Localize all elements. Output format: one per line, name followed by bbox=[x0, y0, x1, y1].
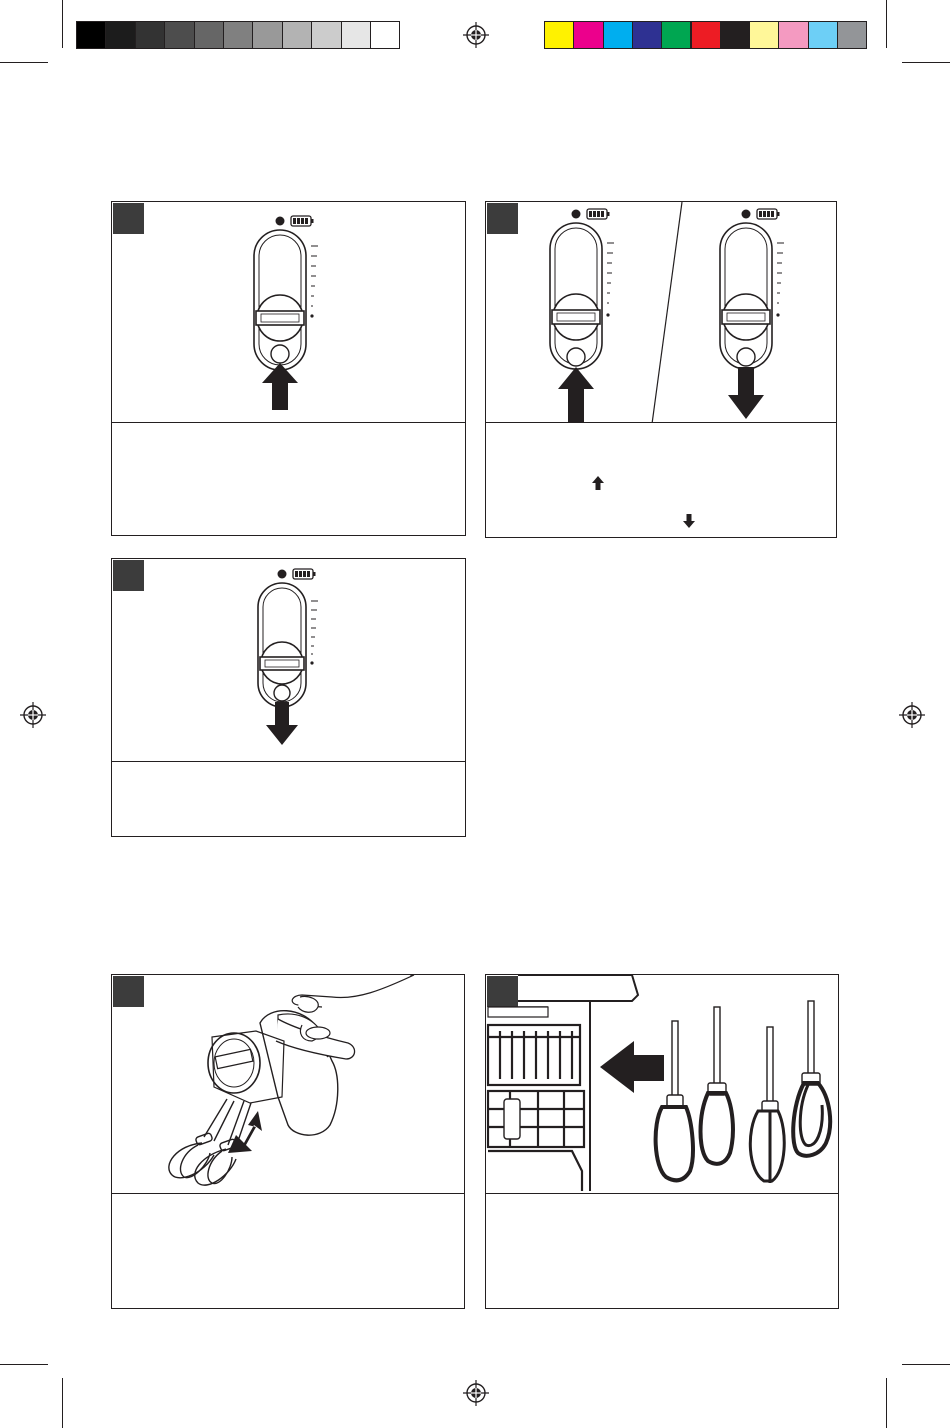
color-swatch bbox=[603, 21, 633, 49]
power-indicator-icon bbox=[276, 217, 285, 226]
power-indicator-icon bbox=[742, 210, 751, 219]
dishwasher-beaters-icon bbox=[486, 975, 838, 1193]
crop-mark bbox=[0, 62, 48, 63]
arrow-down-icon bbox=[266, 702, 298, 745]
figure-2-panel bbox=[485, 201, 837, 423]
registration-target-icon bbox=[463, 1380, 489, 1406]
color-swatch bbox=[135, 21, 165, 49]
divider-line bbox=[646, 202, 686, 424]
registration-target-icon bbox=[463, 22, 489, 48]
power-indicator-icon bbox=[278, 570, 287, 579]
step-badge bbox=[113, 560, 144, 591]
arrow-down-icon bbox=[728, 367, 764, 419]
crop-mark bbox=[62, 1378, 63, 1428]
color-swatch bbox=[749, 21, 779, 49]
figure-1-caption bbox=[111, 422, 466, 536]
registration-target-icon bbox=[899, 702, 925, 728]
color-swatch bbox=[370, 21, 400, 49]
arrow-up-icon bbox=[262, 363, 298, 410]
figure-5-caption bbox=[485, 1193, 839, 1309]
figure-4-panel bbox=[111, 974, 465, 1194]
color-swatch bbox=[341, 21, 371, 49]
color-swatch bbox=[778, 21, 808, 49]
battery-full-icon bbox=[757, 209, 780, 219]
step-badge bbox=[487, 203, 518, 234]
color-swatch bbox=[311, 21, 341, 49]
arrow-up-icon bbox=[592, 476, 604, 490]
color-swatch bbox=[808, 21, 838, 49]
figure-4-caption bbox=[111, 1193, 465, 1309]
color-swatch bbox=[691, 21, 721, 49]
arrow-left-icon bbox=[600, 1041, 664, 1093]
power-indicator-icon bbox=[572, 210, 581, 219]
color-swatch bbox=[164, 21, 194, 49]
crop-mark bbox=[886, 1378, 887, 1428]
color-swatch bbox=[573, 21, 603, 49]
color-swatch bbox=[544, 21, 574, 49]
registration-target-icon bbox=[20, 702, 46, 728]
battery-full-icon bbox=[587, 209, 610, 219]
figure-5-panel bbox=[485, 974, 839, 1194]
crop-mark bbox=[902, 62, 950, 63]
arrow-down-icon bbox=[683, 514, 695, 528]
color-swatch bbox=[252, 21, 282, 49]
mixer-control-up-and-down-icon bbox=[538, 205, 638, 423]
mixer-control-arrow-down-icon bbox=[244, 565, 344, 761]
crop-mark bbox=[902, 1364, 950, 1365]
mixer-control-arrow-down-icon bbox=[708, 205, 808, 423]
color-swatch bbox=[76, 21, 106, 49]
crop-mark bbox=[886, 0, 887, 48]
crop-mark bbox=[0, 1364, 48, 1365]
arrow-up-icon bbox=[558, 367, 594, 423]
color-swatch bbox=[282, 21, 312, 49]
figure-2-caption bbox=[485, 422, 837, 538]
figure-1-panel bbox=[111, 201, 466, 423]
color-swatch bbox=[632, 21, 662, 49]
hand-mixer-eject-beaters-icon bbox=[152, 975, 464, 1193]
figure-3-caption bbox=[111, 761, 466, 837]
color-swatch bbox=[661, 21, 691, 49]
color-swatch bbox=[837, 21, 867, 49]
color-swatch bbox=[105, 21, 135, 49]
color-swatch bbox=[194, 21, 224, 49]
battery-full-icon bbox=[291, 216, 314, 226]
battery-full-icon bbox=[293, 569, 316, 579]
color-swatch bbox=[223, 21, 253, 49]
figure-3-panel bbox=[111, 558, 466, 762]
crop-mark bbox=[62, 0, 63, 48]
color-swatch bbox=[720, 21, 750, 49]
mixer-control-arrow-up-icon bbox=[242, 212, 342, 422]
step-badge bbox=[113, 976, 144, 1007]
step-badge bbox=[113, 203, 144, 234]
